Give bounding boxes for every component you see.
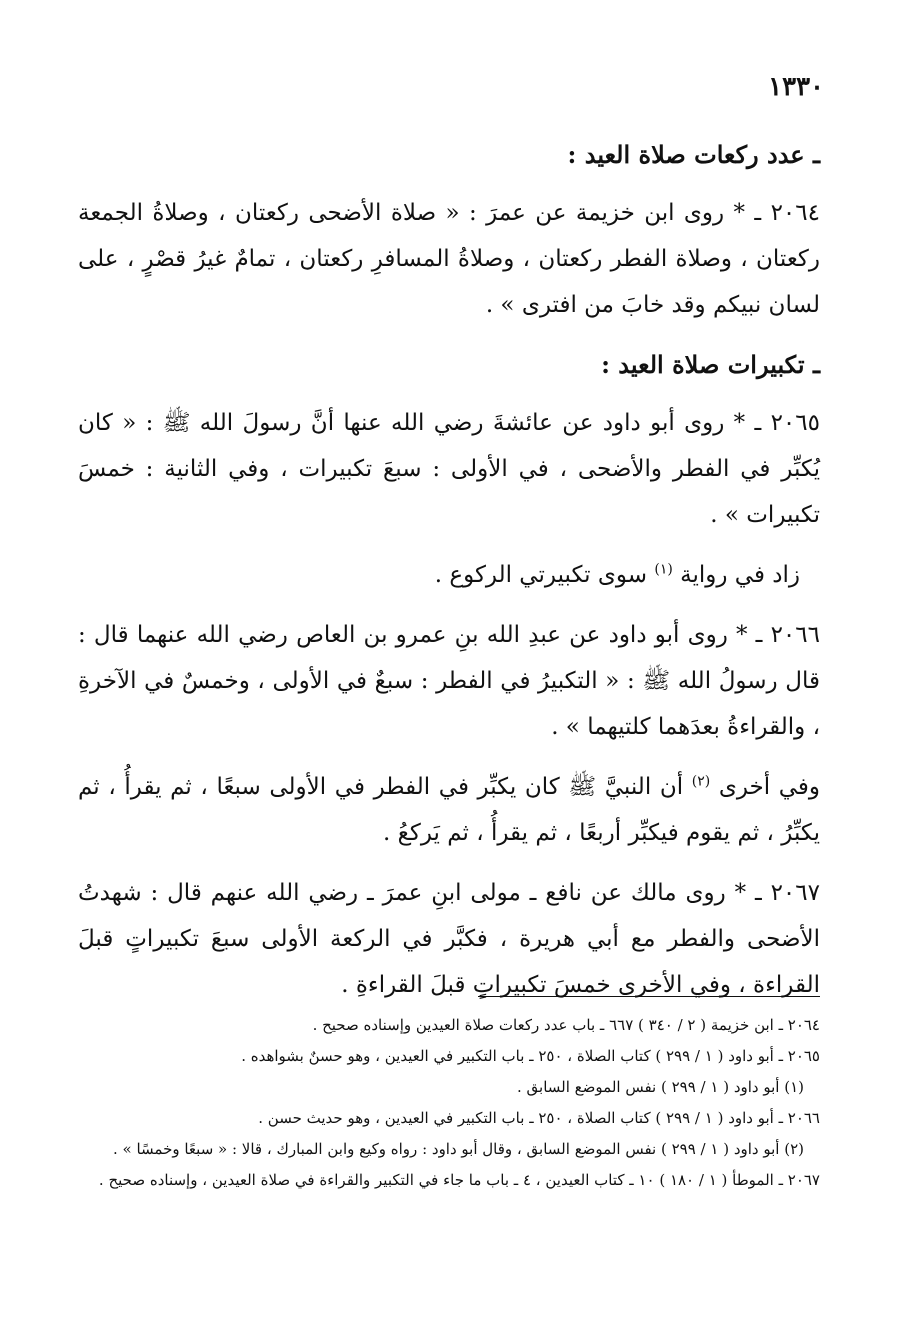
- hadith-2065-addition: [78, 552, 820, 598]
- footnote-2067: ٢٠٦٧ ـ الموطأ ( ١ / ١٨٠ ) ١٠ ـ كتاب العيدين ، ٤ ـ باب ما جاء في التكبير والقراءة في صلاة العيدين ، وإسناده صحيح .: [98, 1171, 820, 1189]
- footnote-2: (٢) أبو داود ( ١ / ٢٩٩ ) نفس الموضع السابق ، وقال أبو داود : رواه وكيع وابن المبارك ، قالا : « سبعًا وخمسًا » .: [112, 1140, 804, 1158]
- footnote-2064: ٢٠٦٤ ـ ابن خزيمة ( ٢ / ٣٤٠ ) ٦٦٧ ـ باب عدد ركعات صلاة العيدين وإسناده صحيح .: [312, 1016, 820, 1034]
- addition-text-end: أن النبيَّ ﷺ كان يكبِّر في الفطر في الأولى سبعًا ، ثم يقرأُ ، ثم يكبِّرُ ، ثم يقوم فيكبِّر أربعًا ، ثم يقرأُ ، ثم يَركعُ .: [78, 774, 820, 846]
- footnote-2065: ٢٠٦٥ ـ أبو داود ( ١ / ٢٩٩ ) كتاب الصلاة ، ٢٥٠ ـ باب التكبير في العيدين ، وهو حسنٌ بشواهده .: [241, 1047, 820, 1065]
- hadith-2066-addition: [78, 764, 820, 856]
- addition-text-end: سوى تكبيرتي الركوع .: [434, 562, 648, 588]
- hadith-2065: ٢٠٦٥ ـ * روى أبو داود عن عائشةَ رضي الله عنها أنَّ رسولَ الله ﷺ : « كان يُكبِّر في الفطر والأضحى ، في الأولى : سبعَ تكبيرات ، وفي الثانية : خمسَ تكبيرات » .: [78, 410, 820, 528]
- main-text: [78, 132, 820, 1022]
- hadith-2066: ٢٠٦٦ ـ * روى أبو داود عن عبدِ الله بنِ عمرو بن العاص رضي الله عنهما قال : قال رسولُ الله ﷺ : « التكبيرُ في الفطر : سبعٌ في الأولى ، وخمسٌ في الآخرةِ ، والقراءةُ بعدَهما كلتيهما » .: [78, 622, 820, 740]
- footnote-ref-2: (٢): [691, 773, 711, 790]
- footnotes: [78, 1010, 820, 1196]
- footnote-1: (١) أبو داود ( ١ / ٢٩٩ ) نفس الموضع السابق .: [517, 1078, 804, 1096]
- hadith-2064: ٢٠٦٤ ـ * روى ابن خزيمة عن عمرَ : « صلاة الأضحى ركعتان ، وصلاةُ الجمعة ركعتان ، وصلاة الفطر ركعتان ، وصلاةُ المسافرِ ركعتان ، تمامٌ غيرُ قصْرٍ ، على لسان نبيكم وقد خابَ من افترى » .: [78, 200, 820, 318]
- footnote-ref-1: (١): [654, 561, 673, 578]
- footnote-divider: [478, 996, 820, 997]
- addition-text-start: زاد في رواية: [680, 562, 800, 588]
- addition-text-start: وفي أخرى: [718, 774, 821, 800]
- hadith-2067: ٢٠٦٧ ـ * روى مالك عن نافع ـ مولى ابنِ عمرَ ـ رضي الله عنهم قال : شهدتُ الأضحى والفطر مع أبي هريرة ، فكبَّر في الركعة الأولى سبعَ تكبيراتٍ قبلَ القراءة ، وفي الأخرى خمسَ تكبيراتٍ قبلَ القراءةِ .: [78, 880, 820, 998]
- footnote-2066: ٢٠٦٦ ـ أبو داود ( ١ / ٢٩٩ ) كتاب الصلاة ، ٢٥٠ ـ باب التكبير في العيدين ، وهو حديث حسن .: [258, 1109, 820, 1127]
- page-number: ١٣٣٠: [768, 72, 824, 102]
- section-heading-rakat: ـ عدد ركعات صلاة العيد :: [567, 140, 820, 169]
- section-heading-takbirat: ـ تكبيرات صلاة العيد :: [601, 350, 820, 379]
